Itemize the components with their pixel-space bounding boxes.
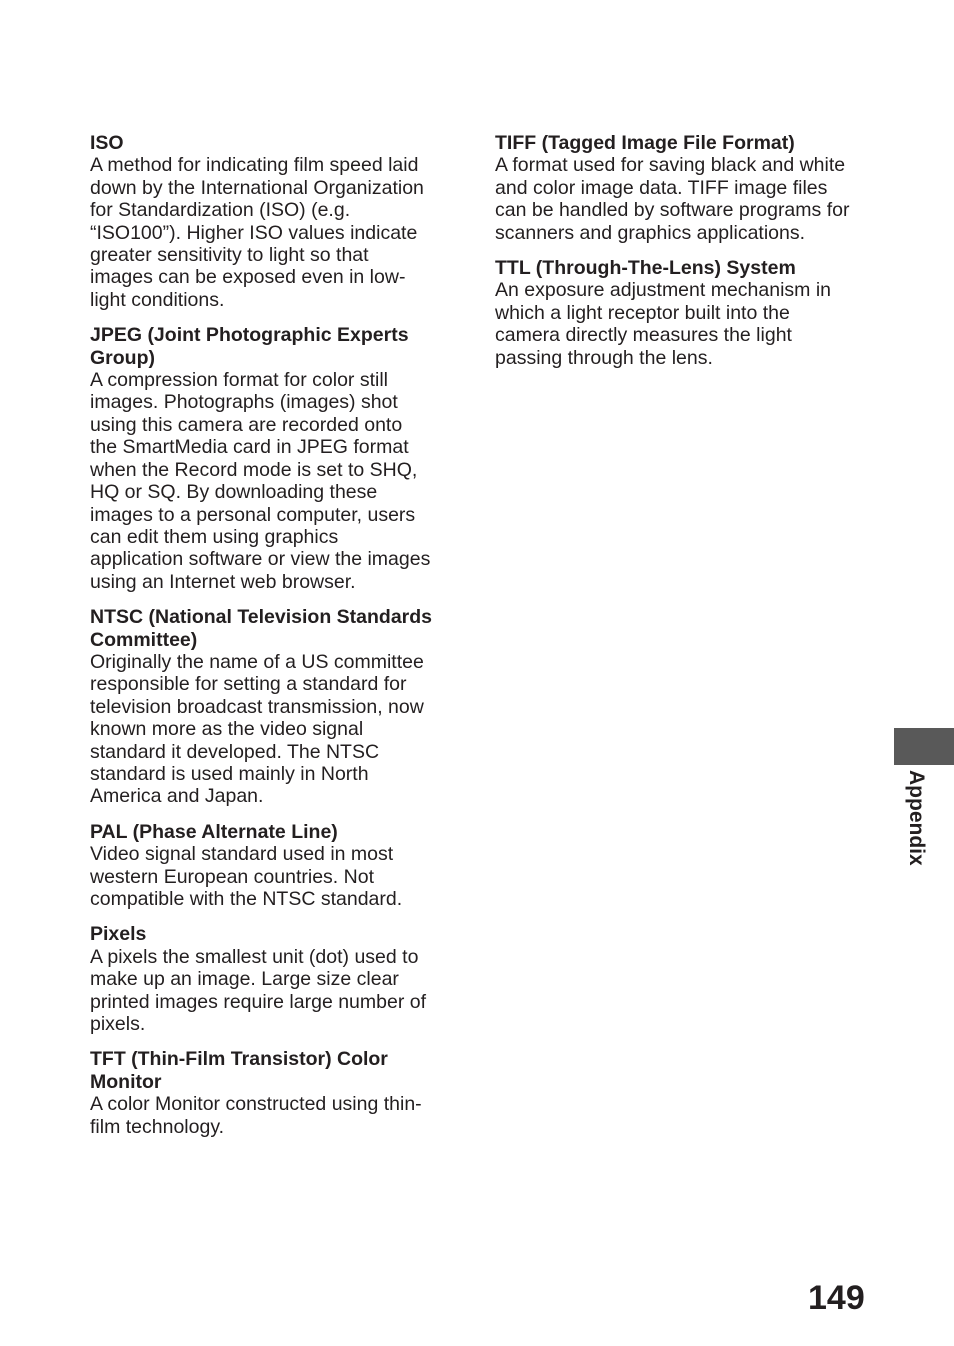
glossary-term: NTSC (National Television Standards Committee) <box>90 606 433 651</box>
glossary-definition: An exposure adjustment mechanism in which a light receptor built into the camera directly measures the light passing through the lens. <box>495 279 832 369</box>
glossary-term: ISO <box>90 132 124 154</box>
glossary-term: JPEG (Joint Photographic Experts Group) <box>90 324 409 369</box>
glossary-entry-pal <box>90 821 462 911</box>
glossary-definition: A format used for saving black and white and color image data. TIFF image files can be handled by software programs for scanners and graphics applications. <box>495 154 850 244</box>
section-tab-marker <box>894 728 954 765</box>
glossary-entry-ntsc <box>90 606 462 808</box>
glossary-entry-jpeg <box>90 324 462 593</box>
glossary-definition: A method for indicating film speed laid down by the International Organization for Standardization (ISO) (e.g. “ISO100”). Higher ISO values indicate greater sensitivity to light so that images can be exposed even in low- light conditions. <box>90 154 424 311</box>
glossary-entry-tft <box>90 1048 462 1138</box>
glossary-right-column <box>495 132 873 382</box>
glossary-entry-iso <box>90 132 462 311</box>
glossary-term: TIFF (Tagged Image File Format) <box>495 132 795 154</box>
glossary-definition: A color Monitor constructed using thin- film technology. <box>90 1093 422 1138</box>
glossary-definition: A pixels the smallest unit (dot) used to make up an image. Large size clear printed images require large number of pixels. <box>90 945 427 1036</box>
glossary-entry-tiff <box>495 132 873 244</box>
glossary-term: TFT (Thin-Film Transistor) Color Monitor <box>90 1048 388 1093</box>
glossary-definition: A compression format for color still images. Photographs (images) shot using this camera are recorded onto the SmartMedia card in JPEG format when the Record mode is set to SHQ, HQ or SQ. By downloading these images to a personal computer, users can edit them using graphics application software or view the images using an Internet web browser. <box>90 369 431 593</box>
glossary-term: Pixels <box>90 923 147 946</box>
glossary-entry-pixels <box>90 923 462 1035</box>
section-tab-label: Appendix <box>905 770 928 866</box>
glossary-term: PAL (Phase Alternate Line) <box>90 820 338 843</box>
glossary-term: TTL (Through-The-Lens) System <box>495 257 796 280</box>
glossary-entry-ttl <box>495 257 873 369</box>
page-number: 149 <box>808 1279 865 1317</box>
glossary-definition: Video signal standard used in most western European countries. Not compatible with the NTSC standard. <box>90 843 403 910</box>
glossary-left-column <box>90 132 462 1151</box>
glossary-definition: Originally the name of a US committee responsible for setting a standard for television broadcast transmission, now known more as the video signal standard it developed. The NTSC standard is used mainly in North America and Japan. <box>90 650 424 808</box>
